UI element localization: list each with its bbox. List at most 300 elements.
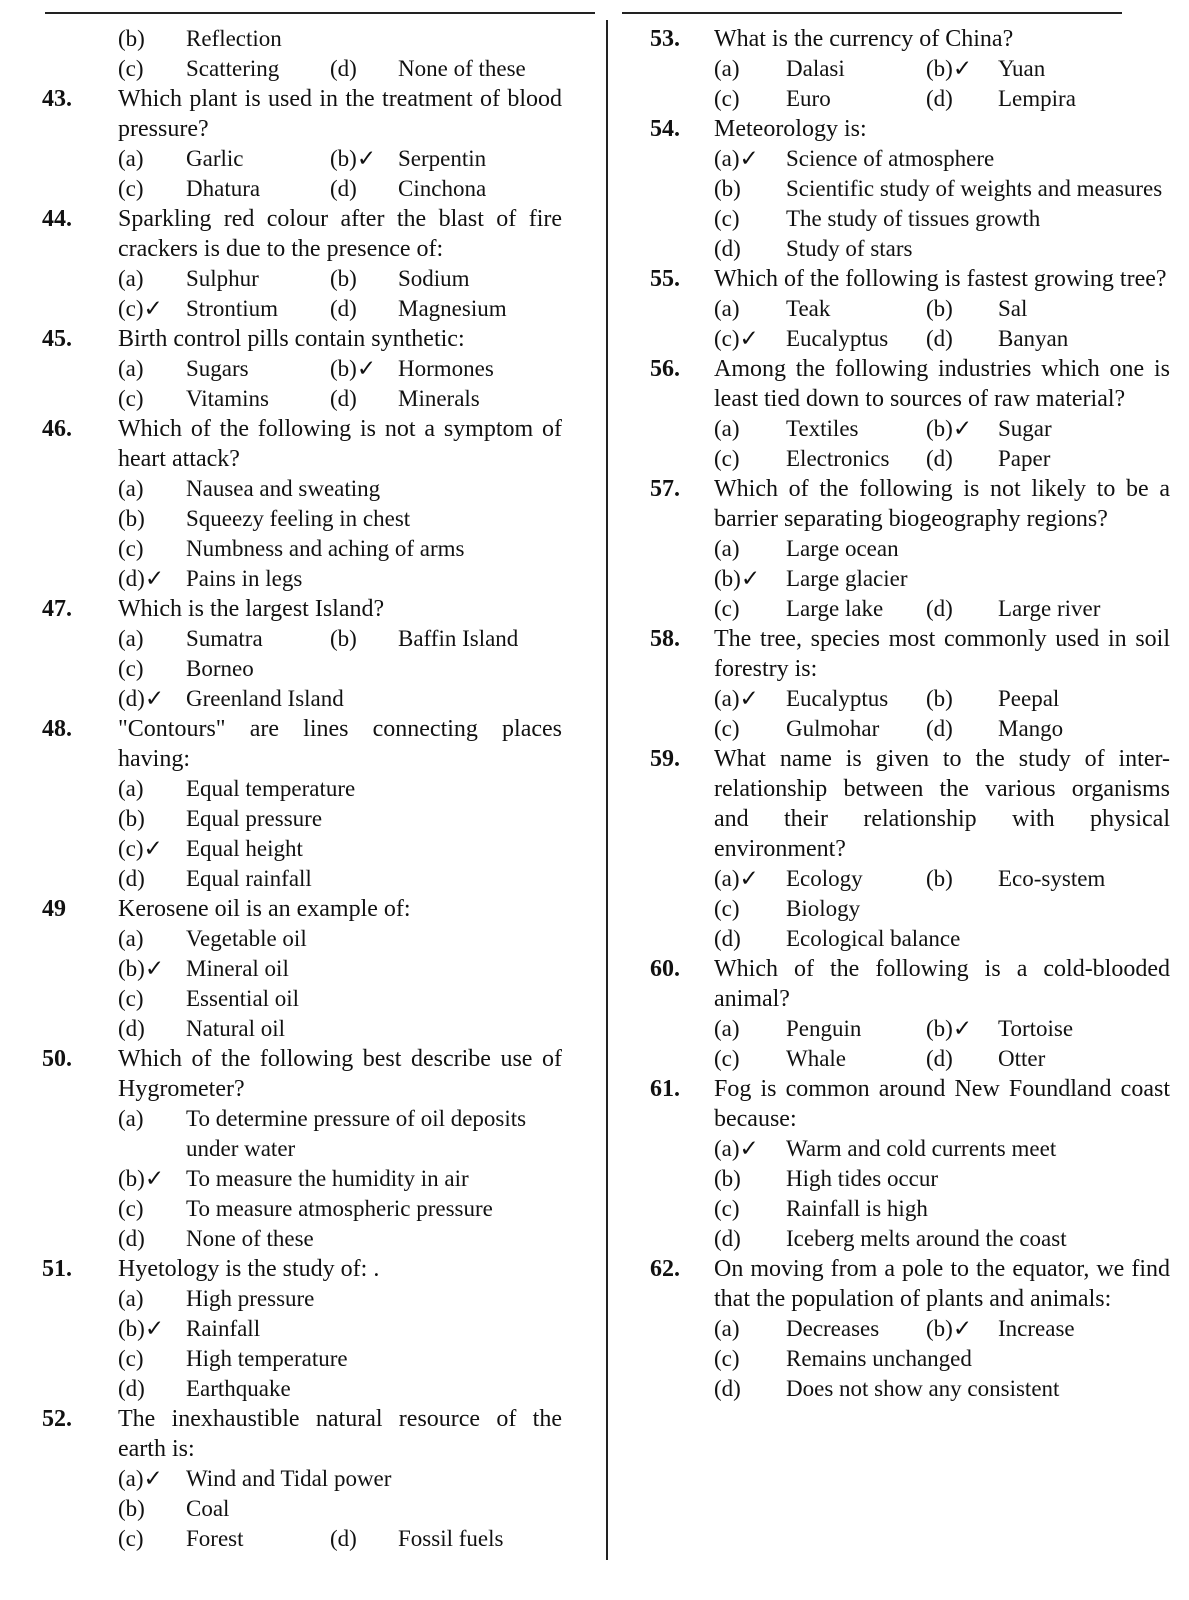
answer-option [118,1284,562,1314]
option-label: (a)✓ [714,146,759,171]
question-number: 49 [42,896,66,922]
answer-option [714,714,926,744]
option-text: High pressure [186,1286,315,1311]
option-text: To measure atmospheric pressure [186,1196,493,1221]
question-text: Which of the following is a cold-blooded animal? [714,956,1170,1012]
answer-option [714,1134,1170,1164]
option-row [650,54,1170,84]
option-text: Natural oil [186,1016,285,1041]
option-row [42,804,562,834]
option-label: (a) [714,1316,740,1341]
question-text: "Contours" are lines connecting places having: [118,716,562,772]
answer-option [118,474,562,504]
question-number: 54. [650,116,680,142]
option-row [650,174,1170,204]
option-label: (c)✓ [714,326,759,351]
option-text: Ecology [786,866,863,891]
option-text: To determine pressure of oil deposits under water [186,1106,527,1161]
question-block [42,594,562,714]
option-text: Large glacier [786,566,908,591]
option-label: (c) [118,1196,144,1221]
answer-option [714,84,926,114]
option-text: Banyan [998,326,1069,351]
answer-option [926,594,1100,624]
option-text: Greenland Island [186,686,344,711]
option-text: Sugar [998,416,1052,441]
option-label: (d) [330,296,357,321]
option-text: Paper [998,446,1051,471]
answer-option [714,1224,1170,1254]
answer-option [926,1314,1075,1344]
option-text: Large ocean [786,536,899,561]
option-text: Sodium [398,266,470,291]
question-text: Hyetology is the study of: . [118,1256,380,1282]
option-text: Rainfall [186,1316,261,1341]
option-text: Electronics [786,446,890,471]
question-row [650,24,1170,54]
option-label: (c) [118,536,144,561]
question-block [42,84,562,204]
option-text: Pains in legs [186,566,303,591]
question-row [42,894,562,924]
option-label: (d) [118,866,145,891]
question-text: Which of the following is fastest growing tree? [714,266,1167,292]
answer-option [926,414,1052,444]
option-text: Scientific study of weights and measures [786,176,1163,201]
question-number: 52. [42,1406,72,1432]
option-text: Numbness and aching of arms [186,536,465,561]
answer-option [330,294,507,324]
option-row [650,714,1170,744]
answer-option [714,1164,1170,1194]
answer-option [714,924,1170,954]
option-label: (c) [714,1046,740,1071]
option-row [650,924,1170,954]
option-text: Minerals [398,386,480,411]
question-row [650,744,1170,864]
option-text: Does not show any consistent [786,1376,1060,1401]
option-label: (d) [926,326,953,351]
answer-option [926,444,1050,474]
option-label: (b) [714,1166,741,1191]
answer-option [330,384,480,414]
option-label: (d) [926,716,953,741]
option-text: Equal height [186,836,303,861]
answer-option [714,234,1170,264]
option-label: (c) [714,1346,740,1371]
answer-option [118,1524,330,1554]
option-label: (c)✓ [118,296,163,321]
option-text: None of these [186,1226,314,1251]
answer-option [714,564,1170,594]
option-label: (b)✓ [330,356,377,381]
question-block [42,414,562,594]
option-label: (c) [714,596,740,621]
question-block [650,744,1170,954]
option-text: Peepal [998,686,1060,711]
question-text: Which of the following is not likely to be a barrier separating biogeography regions? [714,476,1170,532]
answer-option [926,294,1027,324]
answer-option [118,174,330,204]
option-row [42,1374,562,1404]
option-label: (a) [714,1016,740,1041]
option-label: (a) [118,146,144,171]
option-row [42,534,562,564]
question-block [650,354,1170,474]
question-row [650,1254,1170,1314]
answer-option [118,954,562,984]
option-text: Sugars [186,356,249,381]
answer-option [118,804,562,834]
option-label: (b) [330,626,357,651]
answer-option [714,1194,1170,1224]
question-number: 53. [650,26,680,52]
question-block [650,1254,1170,1404]
option-row [42,24,562,54]
question-row [650,954,1170,1014]
question-number: 43. [42,86,72,112]
option-text: Iceberg melts around the coast [786,1226,1067,1251]
option-text: Euro [786,86,831,111]
answer-option [926,1014,1073,1044]
question-text: The inexhaustible natural resource of the earth is: [118,1406,562,1462]
option-row [650,144,1170,174]
option-row [42,1344,562,1374]
option-label: (d) [330,176,357,201]
option-label: (d) [118,1226,145,1251]
option-text: Nausea and sweating [186,476,381,501]
option-label: (c) [714,86,740,111]
question-number: 62. [650,1256,680,1282]
option-label: (a)✓ [714,866,759,891]
answer-option [330,174,486,204]
option-row [42,864,562,894]
option-label: (b)✓ [714,566,761,591]
option-row [42,384,562,414]
option-text: Sal [998,296,1028,321]
option-label: (d) [330,386,357,411]
option-row [650,204,1170,234]
option-text: Magnesium [398,296,507,321]
option-row [650,894,1170,924]
option-label: (d) [330,1526,357,1551]
option-label: (b) [118,1496,145,1521]
question-number: 59. [650,746,680,772]
answer-option [118,1374,562,1404]
option-row [42,1524,562,1554]
option-label: (c) [714,896,740,921]
option-row [42,1464,562,1494]
option-label: (b)✓ [118,956,165,981]
option-row [650,84,1170,114]
option-label: (a) [118,626,144,651]
option-text: Garlic [186,146,244,171]
question-number: 50. [42,1046,72,1072]
top-rule-left [45,12,595,14]
option-row [42,624,562,654]
answer-option [118,384,330,414]
answer-option [118,1104,562,1164]
option-text: Biology [786,896,861,921]
option-label: (d) [926,86,953,111]
option-row [650,444,1170,474]
option-label: (b)✓ [330,146,377,171]
option-row [650,1314,1170,1344]
option-text: Earthquake [186,1376,291,1401]
option-text: Eco-system [998,866,1106,891]
option-label: (c) [714,716,740,741]
option-label: (c) [714,1196,740,1221]
option-row [650,294,1170,324]
question-row [650,354,1170,414]
question-text: Kerosene oil is an example of: [118,896,411,922]
option-row [42,1224,562,1254]
option-text: Baffin Island [398,626,519,651]
option-label: (d) [330,56,357,81]
question-number: 46. [42,416,72,442]
question-row [42,324,562,354]
answer-option [118,294,330,324]
option-label: (b) [926,686,953,711]
question-row [42,1254,562,1284]
answer-option [118,1344,562,1374]
option-text: Coal [186,1496,230,1521]
question-row [650,624,1170,684]
option-label: (b)✓ [926,416,973,441]
question-block [650,24,1170,114]
answer-option [926,1044,1045,1074]
option-text: Warm and cold currents meet [786,1136,1057,1161]
question-row [42,1044,562,1104]
option-label: (c) [118,656,144,681]
answer-option [926,324,1068,354]
option-label: (b)✓ [926,1316,973,1341]
option-row [650,564,1170,594]
option-text: Lempira [998,86,1076,111]
option-label: (d) [926,596,953,621]
answer-option [330,264,470,294]
option-label: (d) [118,1016,145,1041]
option-label: (d) [714,1226,741,1251]
option-row [650,1344,1170,1374]
option-label: (c) [714,206,740,231]
question-number: 61. [650,1076,680,1102]
question-text: Among the following industries which one is least tied down to sources of raw material? [714,356,1170,412]
answer-option [714,1344,1170,1374]
option-text: Large river [998,596,1101,621]
option-text: Vegetable oil [186,926,307,951]
option-label: (c) [118,386,144,411]
option-text: Eucalyptus [786,326,889,351]
option-row [42,1284,562,1314]
question-number: 60. [650,956,680,982]
option-text: Reflection [186,26,282,51]
option-row [650,1164,1170,1194]
question-number: 51. [42,1256,72,1282]
option-row [650,684,1170,714]
answer-option [714,204,1170,234]
option-text: Essential oil [186,986,300,1011]
option-label: (c) [714,446,740,471]
option-text: Sulphur [186,266,259,291]
option-label: (d) [118,1376,145,1401]
option-text: Equal pressure [186,806,323,831]
option-row [42,1104,562,1164]
answer-option [714,414,926,444]
answer-option [118,264,330,294]
question-row [42,714,562,774]
option-row [650,1194,1170,1224]
answer-option [118,1494,562,1524]
option-text: Borneo [186,656,254,681]
option-text: Ecological balance [786,926,961,951]
option-text: Rainfall is high [786,1196,928,1221]
option-label: (c) [118,56,144,81]
option-row [42,834,562,864]
answer-option [714,1014,926,1044]
option-text: Equal temperature [186,776,356,801]
question-number: 57. [650,476,680,502]
option-label: (a) [118,776,144,801]
top-rule-right [622,12,1122,14]
answer-option [118,504,562,534]
question-text: Which of the following is not a symptom of heart attack? [118,416,562,472]
question-number: 55. [650,266,680,292]
option-text: Yuan [998,56,1046,81]
question-text: On moving from a pole to the equator, we find that the population of plants and animals: [714,1256,1170,1312]
answer-option [926,714,1063,744]
option-row [42,294,562,324]
question-text: Meteorology is: [714,116,867,142]
option-label: (d)✓ [118,566,165,591]
question-block [650,114,1170,264]
question-block [42,1404,562,1554]
option-row [650,234,1170,264]
option-text: Tortoise [998,1016,1074,1041]
question-row [650,114,1170,144]
option-label: (a) [118,926,144,951]
option-label: (d) [714,236,741,261]
option-label: (a) [118,476,144,501]
option-row [42,684,562,714]
option-label: (a) [714,536,740,561]
answer-option [714,894,1170,924]
answer-option [330,54,526,84]
option-row [42,174,562,204]
question-block [650,474,1170,624]
question-row [650,264,1170,294]
option-row [42,354,562,384]
answer-option [714,144,1170,174]
answer-option [926,54,1045,84]
answer-option [714,864,926,894]
answer-option [714,174,1170,204]
question-row [650,1074,1170,1134]
option-label: (b)✓ [926,56,973,81]
question-block [650,954,1170,1074]
answer-option [330,144,486,174]
option-row [42,564,562,594]
answer-option [714,54,926,84]
answer-option [330,624,518,654]
option-text: Decreases [786,1316,880,1341]
answer-option [118,864,562,894]
option-label: (b) [118,806,145,831]
option-label: (c) [118,1346,144,1371]
question-number: 44. [42,206,72,232]
option-text: Sumatra [186,626,263,651]
option-row [42,774,562,804]
question-text: What is the currency of China? [714,26,1014,52]
option-text: Cinchona [398,176,487,201]
option-label: (d) [714,1376,741,1401]
answer-option [714,534,1170,564]
question-row [42,594,562,624]
question-text: Which plant is used in the treatment of blood pressure? [118,86,562,142]
option-label: (a)✓ [118,1466,163,1491]
option-row [650,1374,1170,1404]
option-text: Dhatura [186,176,261,201]
right-column [650,24,1170,1404]
option-text: Vitamins [186,386,269,411]
option-row [650,864,1170,894]
option-text: Strontium [186,296,279,321]
question-row [42,1404,562,1464]
question-block [650,264,1170,354]
option-row [650,1134,1170,1164]
option-row [42,504,562,534]
option-row [42,474,562,504]
option-text: Textiles [786,416,859,441]
option-label: (d) [926,446,953,471]
option-row [650,594,1170,624]
left-column [42,24,562,1554]
question-block [42,1254,562,1404]
option-label: (a) [714,416,740,441]
question-block [650,1074,1170,1254]
answer-option [714,594,926,624]
option-label: (d) [926,1046,953,1071]
answer-option [714,324,926,354]
option-label: (b) [118,26,145,51]
option-row [650,1044,1170,1074]
answer-option [118,564,562,594]
answer-option [330,1524,503,1554]
option-text: Squeezy feeling in chest [186,506,411,531]
option-label: (a)✓ [714,1136,759,1161]
question-text: What name is given to the study of inter-relationship between the various organisms and their relationship with physical environment? [714,746,1170,862]
question-block [42,204,562,324]
option-row [42,1314,562,1344]
answer-option [118,24,562,54]
option-text: Serpentin [398,146,487,171]
option-text: Penguin [786,1016,862,1041]
option-text: High temperature [186,1346,348,1371]
option-label: (b) [926,296,953,321]
answer-option [118,1194,562,1224]
answer-option [118,1464,562,1494]
answer-option [926,84,1076,114]
answer-option [118,534,562,564]
option-row [650,324,1170,354]
question-text: The tree, species most commonly used in soil forestry is: [714,626,1170,682]
option-label: (c) [118,986,144,1011]
option-row [650,1014,1170,1044]
option-text: Whale [786,1046,847,1071]
option-label: (b) [714,176,741,201]
answer-option [118,984,562,1014]
option-row [42,654,562,684]
